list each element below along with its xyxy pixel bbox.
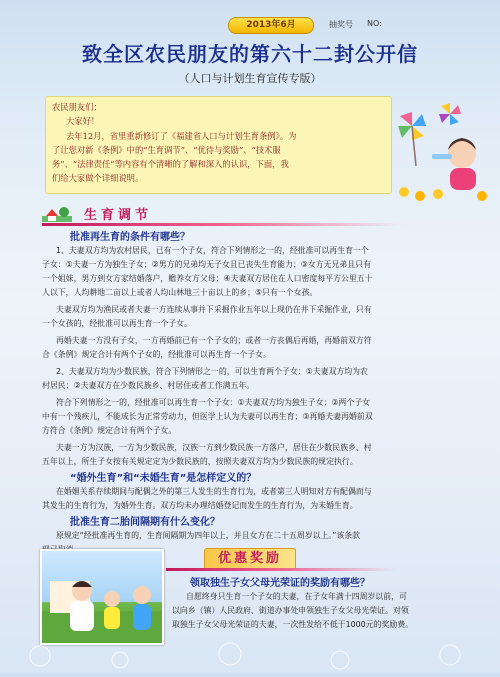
body-line: 自愿终身只生育一个子女的夫妻，在子女年满十四周岁以前，可	[186, 592, 407, 601]
letter-salutation: 农民朋友们：	[52, 102, 102, 112]
body-line: 1、夫妻双方均为农村居民，已有一个子女，符合下列情形之一的，经批准可以再生育一个	[56, 246, 369, 255]
body-line: 原规定“经批准再生育的，生育间隔期为四年以上，并且女方在二十五周岁以上。”该条款	[56, 531, 361, 540]
body-line: 一个姐妹，男方到女方家结婚落户，赡养女方父母；④夫妻双方居住在人口密度每平方公里五十	[42, 274, 373, 283]
letter-line: 们给大家做个详细说明。	[52, 173, 144, 183]
body-line: 村居民；②夫妻双方在少数民族乡、村居住或者工作满五年。	[42, 381, 255, 390]
child-pinwheel-illustration	[390, 96, 496, 204]
body-line: 取独生子女父母光荣证的夫妻，一次性发给不低于1000元的奖励费。	[172, 620, 414, 629]
letter-greeting: 大家好！	[66, 116, 100, 126]
body-line: 再婚夫妻一方没有子女，一方再婚前已有一个子女的；或者一方丧偶后再婚，再婚前双方符	[56, 336, 372, 345]
issue-date-badge: 2013年6月	[228, 17, 314, 34]
body-line: 符合下列情形之一的，经批准可以再生育一个子女：①夫妻双方均为独生子女；②两个子女	[56, 398, 370, 407]
body-line: 夫妻一方为汉族，一方为少数民族，汉族一方到少数民族一方落户，居住在少数民族乡、村	[56, 443, 372, 452]
body-line: 五年以上，所生子女按有关规定定为少数民族的，按照夫妻双方均为少数民族的规定执行。	[42, 457, 358, 466]
greeting-letter-box	[45, 96, 392, 194]
section-divider	[42, 223, 402, 226]
body-line: 夫妻双方均为渔民或者夫妻一方连续从事并下采掘作业五年以上现仍在井下采掘作业，只有	[56, 305, 372, 314]
lottery-label: 抽奖号	[329, 20, 353, 29]
body-line: 以向乡（镇）人民政府、街道办事处申领独生子女父母光荣证。对领	[172, 606, 409, 615]
pinwheel-icon	[398, 112, 426, 166]
body-line: 2、夫妻双方均为少数民族，符合下列情形之一的，可以生育两个子女：①夫妻双方均为农	[56, 367, 368, 376]
section-divider	[166, 568, 396, 571]
body-line: 人以下，人均耕地二亩以上或者人均山林地三十亩以上的乡；⑤只有一个女孩。	[42, 288, 318, 297]
page-subtitle: （人口与计划生育宣传专版）	[178, 72, 322, 85]
body-line: 中有一个残疾儿，不能成长为正常劳动力，但医学上认为夫妻可以再生育；③再婚夫妻再婚前双	[42, 412, 373, 421]
body-line: 子女：①夫妻一方为独生子女；②男方的兄弟均无子女且已丧失生育能力；③女方无兄弟且只有	[42, 260, 371, 269]
question-heading: “婚外生育”和“未婚生育”是怎样定义的？	[70, 473, 257, 484]
pinwheel-icon	[439, 103, 461, 125]
letter-line: 务”、“法律责任”等内容有个清晰的了解和深入的认识，下面，我	[52, 159, 289, 169]
body-line: 其发生的生育行为，为婚外生育。双方均未办理结婚登记而发生的生育行为，为未婚生育。	[42, 501, 358, 510]
page-title: 致全区农民朋友的第六十二封公开信	[82, 42, 418, 66]
section-title-birth-regulation: 生育调节	[84, 208, 153, 223]
question-heading: 领取独生子女父母光荣证的奖励有哪些？	[190, 578, 370, 589]
body-line: 在婚姻关系存续期间与配偶之外的第三人发生的生育行为，或者第三人明知对方有配偶而与	[56, 487, 372, 496]
house-icon	[42, 202, 72, 222]
body-line: 一个女孩的，经批准可以再生育一个子女。	[42, 319, 192, 328]
letter-line: 去年12月，省里重新修订了《福建省人口与计划生育条例》。为	[66, 131, 297, 141]
lottery-number-label: NO:	[367, 19, 382, 28]
question-heading: 批准生育二胎间隔期有什么变化？	[70, 517, 220, 528]
decorative-dandelion-footer	[0, 640, 500, 673]
family-photo	[40, 549, 164, 645]
section-title-rewards: 优惠奖励	[204, 548, 296, 570]
body-line: 合《条例》规定合计有两个子女的，经批准可以再生育一个子女。	[42, 350, 271, 359]
body-line: 方符合《条例》规定合计有两个子女。	[42, 426, 177, 435]
letter-line: 了让您对新《条例》中的“生育调节”、“优待与奖励”、“技术服	[52, 145, 281, 155]
question-heading: 批准再生育的条件有哪些？	[70, 232, 190, 243]
